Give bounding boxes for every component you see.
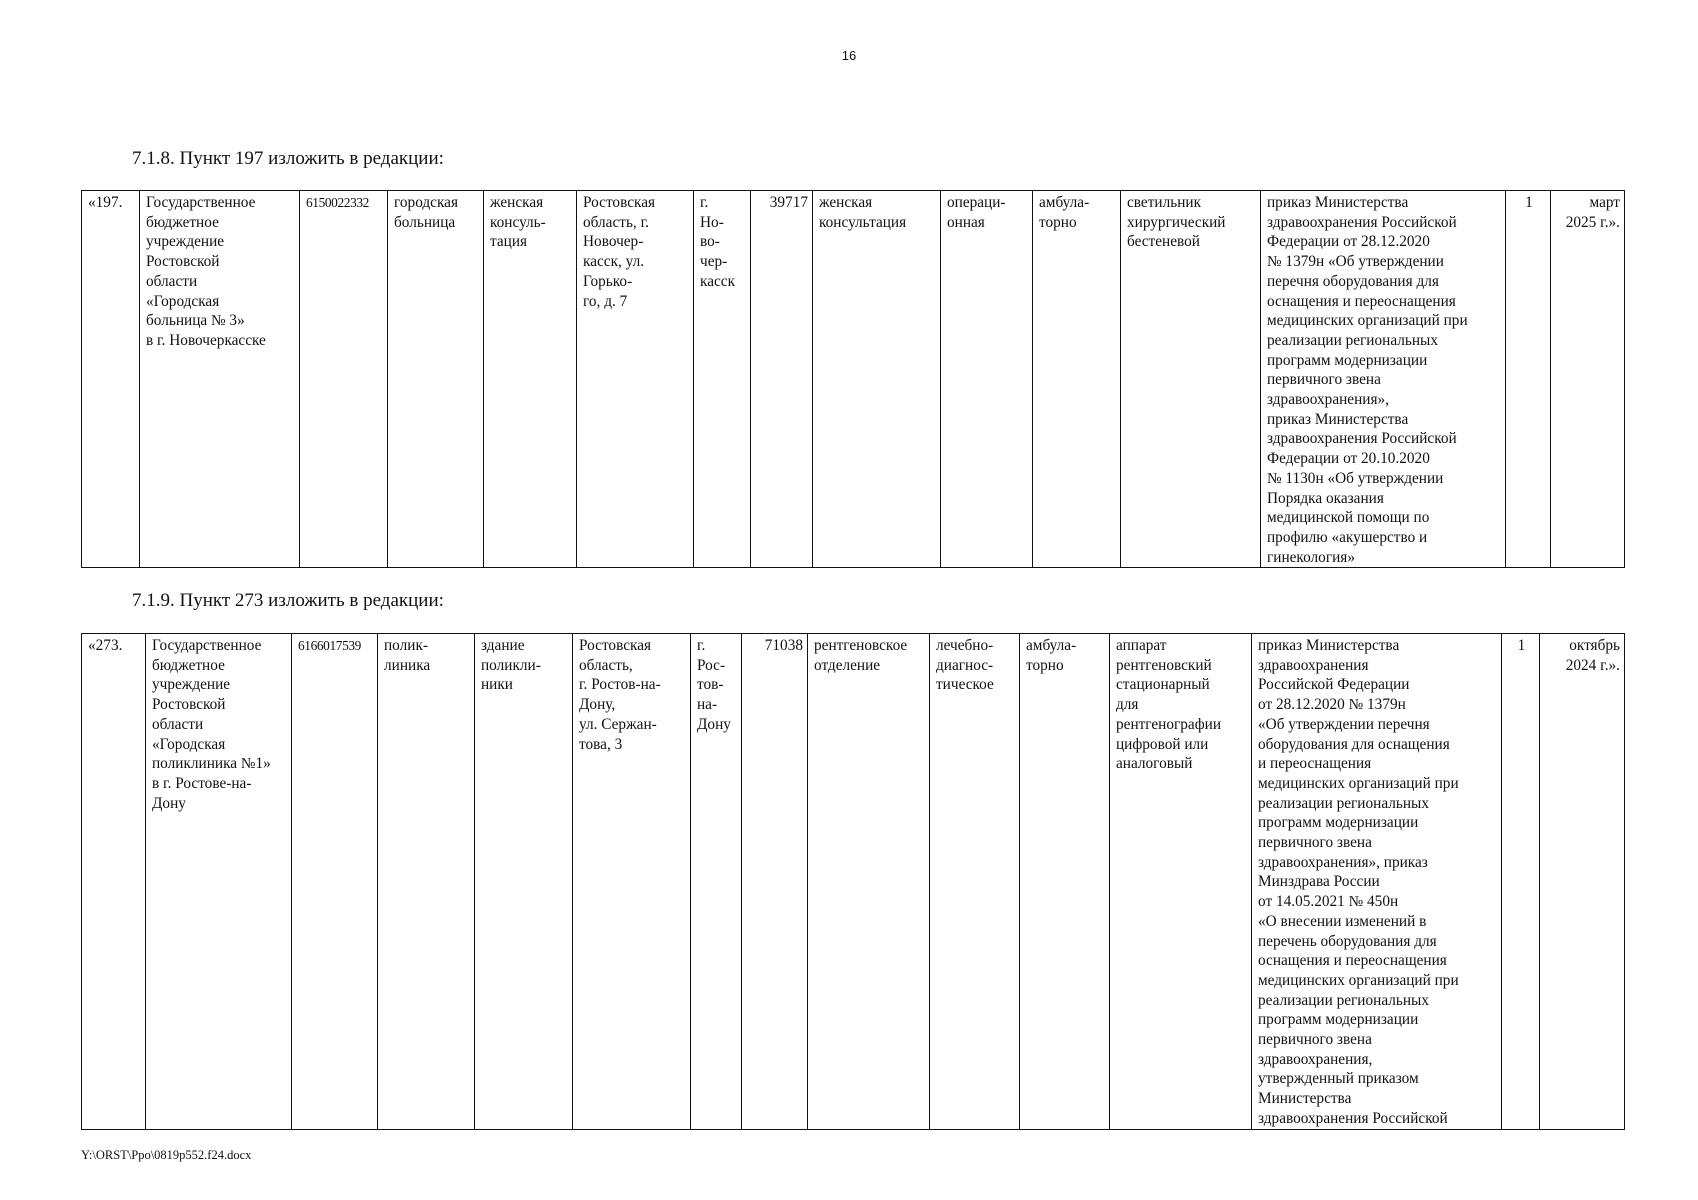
unit-type-cell: лечебно- диагнос- тическое [930,634,1020,1130]
org-type-cell: городская больница [388,191,484,568]
amendment-table-197 [81,190,1625,568]
quantity-cell: 1 [1502,634,1540,1130]
institution-cell: Государственное бюджетное учреждение Ростовской области «Городская поликлиника №1» в г. Ростове-на- Дону [146,634,292,1130]
code-cell: 39717 [751,191,813,568]
table-row [82,634,1625,1130]
equipment-cell: светильник хирургический бестеневой [1121,191,1261,568]
table-row [82,191,1625,568]
city-cell: г. Но- во- чер- касск [694,191,751,568]
date-cell: октябрь 2024 г.». [1540,634,1625,1130]
inn-cell: 6166017539 [292,634,378,1130]
subdivision-cell: здание поликли- ники [475,634,573,1130]
section-heading-7-1-9: 7.1.9. Пункт 273 изложить в редакции: [132,590,444,611]
legal-basis-cell: приказ Министерства здравоохранения Российской Федерации от 28.12.2020 № 1379н «Об утверждении перечня оборудования для оснащения и переоснащения медицинских организаций при реализации региональных программ модернизации первичного звена здравоохранения», приказ Министерства здравоохранения Российской Федерации от 20.10.2020 № 1130н «Об утверждении Порядка оказания медицинской помощи по профилю «акушерство и гинекология» [1261,191,1506,568]
inn-cell: 6150022332 [300,191,388,568]
quantity-cell: 1 [1506,191,1551,568]
city-cell: г. Рос- тов- на- Дону [691,634,742,1130]
page-number: 16 [841,48,857,63]
code-cell: 71038 [742,634,808,1130]
legal-basis-cell: приказ Министерства здравоохранения Российской Федерации от 28.12.2020 № 1379н «Об утверждении перечня оборудования для оснащения и переоснащения медицинских организаций при реализации региональных программ модернизации первичного звена здравоохранения», приказ Минздрава России от 14.05.2021 № 450н «О внесении изменений в перечень оборудования для оснащения и переоснащения медицинских организаций при реализации региональных программ модернизации первичного звена здравоохранения, утвержденный приказом Министерства здравоохранения Российской [1252,634,1502,1130]
row-number-cell: «197. [82,191,140,568]
address-cell: Ростовская область, г. Новочер- касск, ул. Горько- го, д. 7 [577,191,694,568]
file-path-footer: Y:\ORST\Ppo\0819p552.f24.docx [81,1148,252,1162]
care-form-cell: амбула- торно [1033,191,1121,568]
unit-type-cell: операци- онная [941,191,1033,568]
department-cell: женская консультация [813,191,941,568]
amendment-table-273 [81,633,1625,1130]
institution-cell: Государственное бюджетное учреждение Ростовской области «Городская больница № 3» в г. Новочеркасске [140,191,300,568]
address-cell: Ростовская область, г. Ростов-на- Дону, ул. Сержан- това, 3 [573,634,691,1130]
date-cell: март 2025 г.». [1551,191,1625,568]
row-number-cell: «273. [82,634,146,1130]
subdivision-cell: женская консуль- тация [484,191,577,568]
equipment-cell: аппарат рентгеновский стационарный для рентгенографии цифровой или аналоговый [1110,634,1252,1130]
section-heading-7-1-8: 7.1.8. Пункт 197 изложить в редакции: [132,148,444,169]
care-form-cell: амбула- торно [1020,634,1110,1130]
department-cell: рентгеновское отделение [808,634,930,1130]
org-type-cell: полик- линика [378,634,475,1130]
